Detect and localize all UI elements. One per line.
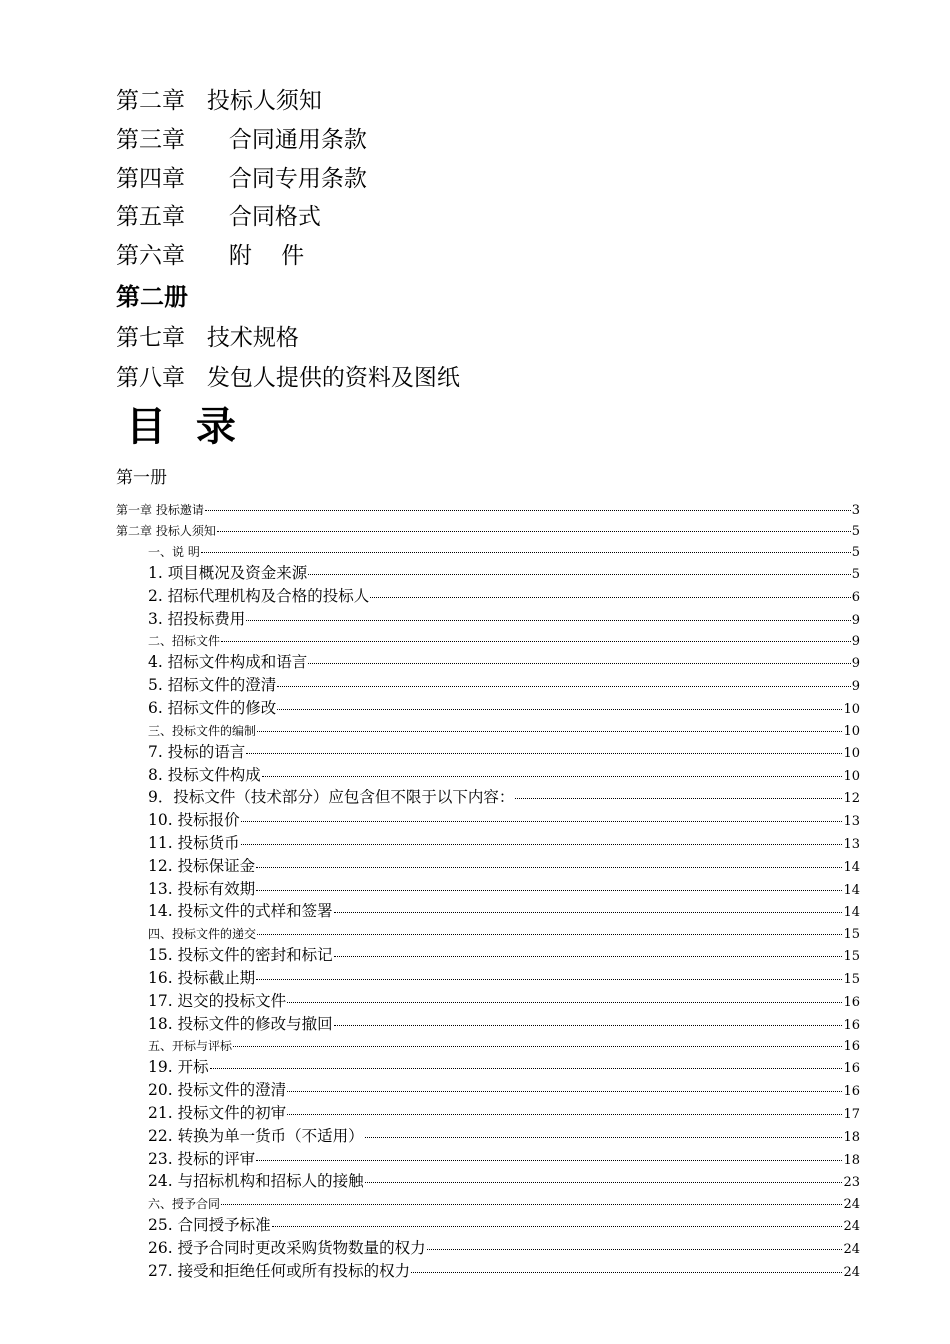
toc-dot-leader	[257, 934, 842, 935]
toc-entry-title: 8. 投标文件构成	[148, 765, 261, 784]
toc-title: 目 录	[126, 404, 244, 450]
toc-entry-title: 二、招标文件	[148, 634, 221, 649]
toc-entry-page: 3	[851, 503, 860, 518]
toc-entry-title: 20. 投标文件的澄清	[148, 1081, 287, 1100]
table-of-contents	[116, 500, 860, 1284]
toc-dot-leader	[256, 1160, 842, 1161]
toc-entry[interactable]	[116, 787, 860, 810]
toc-entry[interactable]	[116, 652, 860, 675]
toc-dot-leader	[277, 686, 851, 687]
toc-entry-page: 16	[843, 1017, 860, 1033]
toc-entry-page: 9	[851, 656, 860, 672]
toc-dot-leader	[241, 844, 843, 845]
toc-entry-page: 18	[843, 1152, 860, 1168]
toc-dot-leader	[334, 956, 843, 957]
toc-entry-page: 10	[843, 768, 860, 784]
toc-dot-leader	[221, 1204, 842, 1205]
toc-dot-leader	[256, 867, 842, 868]
toc-entry-title: 6. 招标文件的修改	[148, 698, 277, 717]
toc-entry[interactable]	[116, 675, 860, 698]
toc-dot-leader	[217, 531, 851, 532]
toc-entry-page: 15	[843, 971, 860, 987]
toc-entry-title: 1. 项目概况及资金来源	[148, 564, 308, 582]
chapter-list-item: 第六章 附 件	[116, 243, 305, 269]
toc-entry[interactable]	[116, 1103, 860, 1126]
toc-entry-title: 27. 接受和拒绝任何或所有投标的权力	[148, 1261, 411, 1280]
toc-dot-leader	[515, 798, 842, 799]
toc-entry-page: 13	[843, 814, 860, 830]
toc-entry[interactable]	[116, 1261, 860, 1284]
toc-entry-page: 15	[843, 949, 860, 965]
toc-entry[interactable]	[116, 1194, 860, 1215]
toc-entry-title: 一、说 明	[148, 545, 200, 559]
chapter-list-item: 第三章 合同通用条款	[116, 127, 367, 153]
toc-dot-leader	[246, 753, 842, 754]
toc-entry[interactable]	[116, 563, 860, 586]
chapter-list-item: 第四章 合同专用条款	[116, 166, 367, 192]
toc-entry-title: 17. 迟交的投标文件	[148, 991, 287, 1010]
volume1-label: 第一册	[116, 468, 167, 488]
toc-entry-title: 三、投标文件的编制	[148, 723, 257, 738]
toc-entry-page: 16	[843, 994, 860, 1010]
toc-entry[interactable]	[116, 500, 860, 521]
toc-dot-leader	[246, 620, 851, 621]
toc-entry[interactable]	[116, 721, 860, 742]
toc-entry-page: 9	[851, 679, 860, 695]
toc-entry-title: 16. 投标截止期	[148, 968, 256, 987]
toc-entry-title: 5. 招标文件的澄清	[148, 676, 277, 695]
toc-entry-title: 六、授予合同	[148, 1197, 221, 1212]
toc-entry[interactable]	[116, 742, 860, 765]
toc-entry-page: 10	[843, 745, 860, 761]
chapter-list-item: 第八章 发包人提供的资料及图纸	[116, 365, 460, 391]
toc-dot-leader	[411, 1272, 842, 1273]
toc-entry[interactable]	[116, 991, 860, 1014]
toc-entry[interactable]	[116, 1036, 860, 1057]
toc-dot-leader	[262, 776, 843, 777]
toc-entry-page: 13	[843, 836, 860, 852]
toc-entry[interactable]	[116, 1080, 860, 1103]
toc-entry-title: 7. 投标的语言	[148, 742, 246, 761]
toc-entry-page: 23	[843, 1175, 860, 1191]
toc-dot-leader	[427, 1249, 843, 1250]
toc-dot-leader	[334, 1025, 843, 1026]
toc-entry-page: 5	[851, 524, 860, 539]
toc-dot-leader	[201, 552, 851, 553]
toc-dot-leader	[257, 731, 842, 732]
toc-entry-page: 24	[843, 1241, 860, 1257]
toc-entry-page: 12	[843, 791, 860, 807]
toc-entry[interactable]	[116, 609, 860, 632]
toc-entry-title: 4. 招标文件构成和语言	[148, 653, 308, 672]
toc-entry-title: 3. 招投标费用	[148, 609, 246, 628]
toc-entry-page: 14	[843, 882, 860, 898]
toc-entry[interactable]	[116, 521, 860, 542]
toc-entry-page: 5	[851, 567, 860, 582]
toc-dot-leader	[287, 1091, 842, 1092]
toc-entry-page: 17	[843, 1106, 860, 1122]
toc-entry-page: 14	[843, 905, 860, 921]
toc-entry[interactable]	[116, 542, 860, 563]
toc-entry-title: 24. 与招标机构和招标人的接触	[148, 1172, 364, 1191]
toc-entry-title: 23. 投标的评审	[148, 1149, 256, 1168]
toc-dot-leader	[210, 1068, 843, 1069]
toc-entry-page: 24	[843, 1219, 860, 1235]
toc-entry-page: 9	[851, 612, 860, 628]
toc-dot-leader	[287, 1114, 842, 1115]
toc-dot-leader	[365, 1182, 843, 1183]
toc-entry[interactable]	[116, 1215, 860, 1238]
toc-dot-leader	[256, 890, 842, 891]
chapter-list-item: 第七章 技术规格	[116, 325, 299, 351]
toc-entry-page: 16	[843, 1061, 860, 1077]
toc-dot-leader	[221, 641, 851, 642]
toc-entry[interactable]	[116, 968, 860, 991]
toc-entry-title: 25. 合同授予标准	[148, 1216, 271, 1235]
toc-dot-leader	[241, 821, 843, 822]
toc-entry-page: 5	[851, 545, 860, 560]
toc-dot-leader	[205, 510, 851, 511]
toc-entry-title: 18. 投标文件的修改与撤回	[148, 1014, 333, 1033]
toc-dot-leader	[233, 1046, 842, 1047]
chapter-list-item: 第五章 合同格式	[116, 204, 321, 230]
toc-entry-page: 18	[843, 1129, 860, 1145]
toc-entry-title: 四、投标文件的递交	[148, 927, 257, 942]
chapter-list-item: 第二章 投标人须知	[116, 88, 322, 114]
toc-entry[interactable]	[116, 1014, 860, 1037]
toc-entry-page: 14	[843, 859, 860, 875]
toc-entry[interactable]	[116, 810, 860, 833]
toc-entry-title: 11. 投标货币	[148, 833, 240, 852]
toc-entry-page: 24	[843, 1264, 860, 1280]
toc-entry-page: 10	[843, 723, 860, 739]
toc-entry[interactable]	[116, 765, 860, 788]
toc-entry-page: 9	[851, 634, 860, 650]
toc-entry-page: 15	[843, 927, 860, 943]
toc-entry-title: 第一章 投标邀请	[116, 503, 204, 517]
toc-entry-title: 10. 投标报价	[148, 811, 240, 830]
toc-entry-title: 13. 投标有效期	[148, 879, 256, 898]
toc-entry-page: 16	[843, 1084, 860, 1100]
toc-entry[interactable]	[116, 945, 860, 968]
toc-entry[interactable]	[116, 1149, 860, 1172]
toc-entry[interactable]	[116, 1126, 860, 1149]
toc-dot-leader	[308, 574, 851, 575]
toc-entry-page: 16	[843, 1039, 860, 1055]
toc-dot-leader	[308, 663, 851, 664]
toc-entry-title: 21. 投标文件的初审	[148, 1103, 287, 1122]
toc-entry[interactable]	[116, 586, 860, 609]
toc-entry-page: 24	[843, 1197, 860, 1213]
toc-entry[interactable]	[116, 1238, 860, 1261]
toc-entry[interactable]	[116, 856, 860, 879]
toc-entry-title: 22. 转换为单一货币（不适用）	[148, 1126, 364, 1145]
toc-entry-title: 2. 招标代理机构及合格的投标人	[148, 586, 370, 605]
toc-dot-leader	[334, 912, 843, 913]
toc-dot-leader	[365, 1137, 843, 1138]
toc-entry-title: 第二章 投标人须知	[116, 524, 216, 538]
toc-dot-leader	[287, 1002, 842, 1003]
volume2-heading: 第二册	[116, 283, 188, 311]
toc-entry[interactable]	[116, 879, 860, 902]
toc-dot-leader	[256, 979, 842, 980]
toc-entry[interactable]	[116, 901, 860, 924]
toc-entry-page: 10	[843, 701, 860, 717]
toc-dot-leader	[272, 1226, 843, 1227]
toc-entry-title: 14. 投标文件的式样和签署	[148, 902, 333, 921]
toc-entry-title: 15. 投标文件的密封和标记	[148, 946, 333, 965]
toc-dot-leader	[370, 597, 851, 598]
toc-entry[interactable]	[116, 1057, 860, 1080]
toc-entry-title: 五、开标与评标	[148, 1039, 233, 1054]
toc-entry-title: 9．投标文件（技术部分）应包含但不限于以下内容：	[148, 788, 515, 807]
toc-entry[interactable]	[116, 833, 860, 856]
toc-entry-title: 12. 投标保证金	[148, 856, 256, 875]
toc-entry[interactable]	[116, 1171, 860, 1194]
toc-dot-leader	[277, 709, 842, 710]
toc-entry-title: 26. 授予合同时更改采购货物数量的权力	[148, 1238, 426, 1257]
toc-entry-page: 6	[851, 589, 860, 605]
toc-entry[interactable]	[116, 631, 860, 652]
toc-entry[interactable]	[116, 924, 860, 945]
toc-entry-title: 19. 开标	[148, 1058, 209, 1077]
toc-entry[interactable]	[116, 698, 860, 721]
